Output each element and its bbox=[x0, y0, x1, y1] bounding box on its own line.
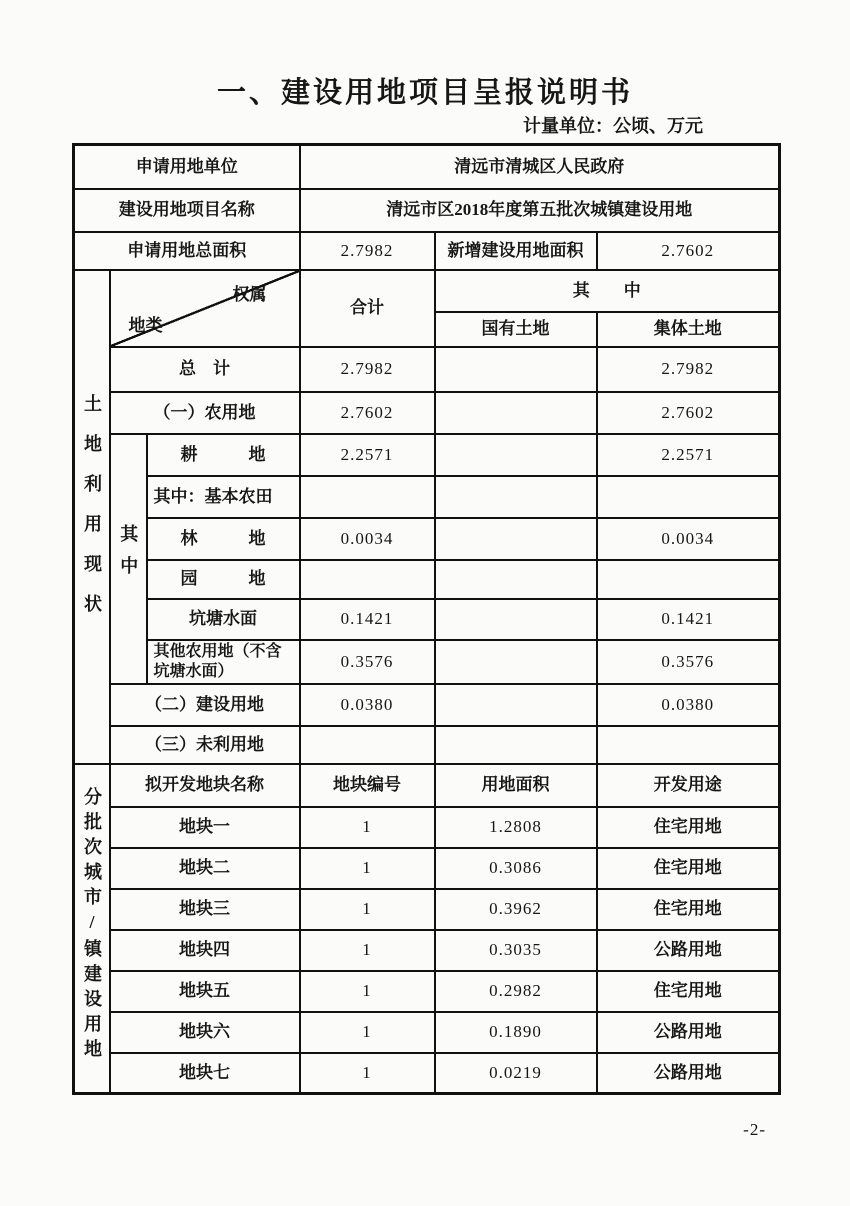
table-row bbox=[74, 1053, 780, 1094]
plots-header-use: 开发用途 bbox=[597, 764, 780, 807]
plot-area: 1.2808 bbox=[435, 807, 597, 848]
total-area-value: 2.7982 bbox=[300, 232, 435, 270]
header-collective: 集体土地 bbox=[597, 312, 780, 347]
plots-header-area: 用地面积 bbox=[435, 764, 597, 807]
plot-use: 住宅用地 bbox=[597, 889, 780, 930]
diagonal-landtype-label: 地类 bbox=[128, 316, 163, 336]
row-state bbox=[435, 684, 597, 726]
row-collective: 0.0034 bbox=[597, 518, 780, 560]
plots-header-name: 拟开发地块名称 bbox=[110, 764, 300, 807]
row-collective: 0.1421 bbox=[597, 599, 780, 640]
table-row bbox=[74, 434, 780, 476]
plot-use: 住宅用地 bbox=[597, 807, 780, 848]
subgroup-label: 其中 bbox=[118, 523, 139, 588]
row-state bbox=[435, 640, 597, 684]
row-label: （一）农用地 bbox=[110, 392, 300, 434]
row-total: 0.0380 bbox=[300, 684, 435, 726]
table-row bbox=[74, 599, 780, 640]
plot-area: 0.1890 bbox=[435, 1012, 597, 1053]
row-label: 坑塘水面 bbox=[147, 599, 300, 640]
plot-name: 地块五 bbox=[110, 971, 300, 1012]
row-state bbox=[435, 434, 597, 476]
row-label: 林 地 bbox=[147, 518, 300, 560]
table-row bbox=[74, 889, 780, 930]
plots-section-label: 分批次城市/镇建设用地 bbox=[82, 787, 102, 1065]
row-total bbox=[300, 726, 435, 764]
applicant-unit-label: 申请用地单位 bbox=[74, 145, 300, 189]
table-row bbox=[74, 347, 780, 392]
row-label: 耕 地 bbox=[147, 434, 300, 476]
row-total bbox=[300, 476, 435, 518]
plot-name: 地块二 bbox=[110, 848, 300, 889]
row-label: 其中：基本农田 bbox=[147, 476, 300, 518]
plot-use: 住宅用地 bbox=[597, 971, 780, 1012]
row-state bbox=[435, 392, 597, 434]
plot-use: 公路用地 bbox=[597, 1012, 780, 1053]
diagonal-ownership-label: 权属 bbox=[232, 284, 267, 304]
table-row bbox=[74, 1012, 780, 1053]
table-row bbox=[74, 971, 780, 1012]
project-name-value: 清远市区2018年度第五批次城镇建设用地 bbox=[300, 189, 780, 232]
row-state bbox=[435, 347, 597, 392]
total-area-label: 申请用地总面积 bbox=[74, 232, 300, 270]
applicant-unit-value: 清远市清城区人民政府 bbox=[300, 145, 780, 189]
plot-use: 公路用地 bbox=[597, 930, 780, 971]
row-total: 2.7602 bbox=[300, 392, 435, 434]
subgroup-cell bbox=[110, 434, 147, 684]
table-row bbox=[74, 560, 780, 599]
row-collective bbox=[597, 560, 780, 599]
plot-name: 地块七 bbox=[110, 1053, 300, 1094]
project-name-label: 建设用地项目名称 bbox=[74, 189, 300, 232]
plot-area: 0.3962 bbox=[435, 889, 597, 930]
plot-area: 0.3086 bbox=[435, 848, 597, 889]
table-row bbox=[74, 726, 780, 764]
land-report-table bbox=[72, 143, 781, 1095]
plot-area: 0.0219 bbox=[435, 1053, 597, 1094]
plot-use: 公路用地 bbox=[597, 1053, 780, 1094]
table-row bbox=[74, 640, 780, 684]
table-row bbox=[74, 476, 780, 518]
table-row bbox=[74, 232, 780, 270]
plot-number: 1 bbox=[300, 807, 435, 848]
table-row bbox=[74, 189, 780, 232]
table-row bbox=[74, 270, 780, 312]
page-number: -2- bbox=[743, 1120, 766, 1139]
plot-number: 1 bbox=[300, 1012, 435, 1053]
diagonal-header-cell bbox=[110, 270, 300, 347]
plot-name: 地块一 bbox=[110, 807, 300, 848]
plot-number: 1 bbox=[300, 848, 435, 889]
plot-number: 1 bbox=[300, 971, 435, 1012]
row-label: 园 地 bbox=[147, 560, 300, 599]
header-total: 合计 bbox=[300, 270, 435, 347]
table-row bbox=[74, 145, 780, 189]
document-title: 一、建设用地项目呈报说明书 bbox=[216, 77, 633, 109]
row-label: 总 计 bbox=[110, 347, 300, 392]
table-row bbox=[74, 848, 780, 889]
plot-name: 地块三 bbox=[110, 889, 300, 930]
table-row bbox=[74, 764, 780, 807]
plots-header-number: 地块编号 bbox=[300, 764, 435, 807]
table-row bbox=[74, 930, 780, 971]
measurement-unit-note: 计量单位：公顷、万元 bbox=[523, 116, 703, 136]
row-collective bbox=[597, 726, 780, 764]
row-label: （三）未利用地 bbox=[110, 726, 300, 764]
row-total: 0.3576 bbox=[300, 640, 435, 684]
row-label: （二）建设用地 bbox=[110, 684, 300, 726]
row-total bbox=[300, 560, 435, 599]
plot-name: 地块六 bbox=[110, 1012, 300, 1053]
landuse-section-cell bbox=[74, 270, 110, 764]
row-collective: 2.7982 bbox=[597, 347, 780, 392]
landuse-section-label: 土地利用现状 bbox=[82, 393, 102, 634]
row-label: 其他农用地（不含坑塘水面） bbox=[147, 640, 300, 684]
row-state bbox=[435, 599, 597, 640]
header-state-owned: 国有土地 bbox=[435, 312, 597, 347]
plot-area: 0.2982 bbox=[435, 971, 597, 1012]
row-collective: 0.3576 bbox=[597, 640, 780, 684]
table-row bbox=[74, 807, 780, 848]
row-collective: 0.0380 bbox=[597, 684, 780, 726]
plot-name: 地块四 bbox=[110, 930, 300, 971]
row-total: 0.0034 bbox=[300, 518, 435, 560]
row-collective: 2.2571 bbox=[597, 434, 780, 476]
header-among: 其 中 bbox=[435, 270, 780, 312]
row-total: 2.7982 bbox=[300, 347, 435, 392]
plot-number: 1 bbox=[300, 889, 435, 930]
row-state bbox=[435, 518, 597, 560]
new-construction-area-value: 2.7602 bbox=[597, 232, 780, 270]
row-total: 2.2571 bbox=[300, 434, 435, 476]
plot-area: 0.3035 bbox=[435, 930, 597, 971]
plots-section-cell bbox=[74, 764, 110, 1094]
row-total: 0.1421 bbox=[300, 599, 435, 640]
row-state bbox=[435, 476, 597, 518]
table-row bbox=[74, 392, 780, 434]
plot-number: 1 bbox=[300, 930, 435, 971]
row-collective bbox=[597, 476, 780, 518]
table-row bbox=[74, 684, 780, 726]
row-state bbox=[435, 726, 597, 764]
new-construction-area-label: 新增建设用地面积 bbox=[435, 232, 597, 270]
row-state bbox=[435, 560, 597, 599]
plot-number: 1 bbox=[300, 1053, 435, 1094]
table-row bbox=[74, 518, 780, 560]
plot-use: 住宅用地 bbox=[597, 848, 780, 889]
row-collective: 2.7602 bbox=[597, 392, 780, 434]
